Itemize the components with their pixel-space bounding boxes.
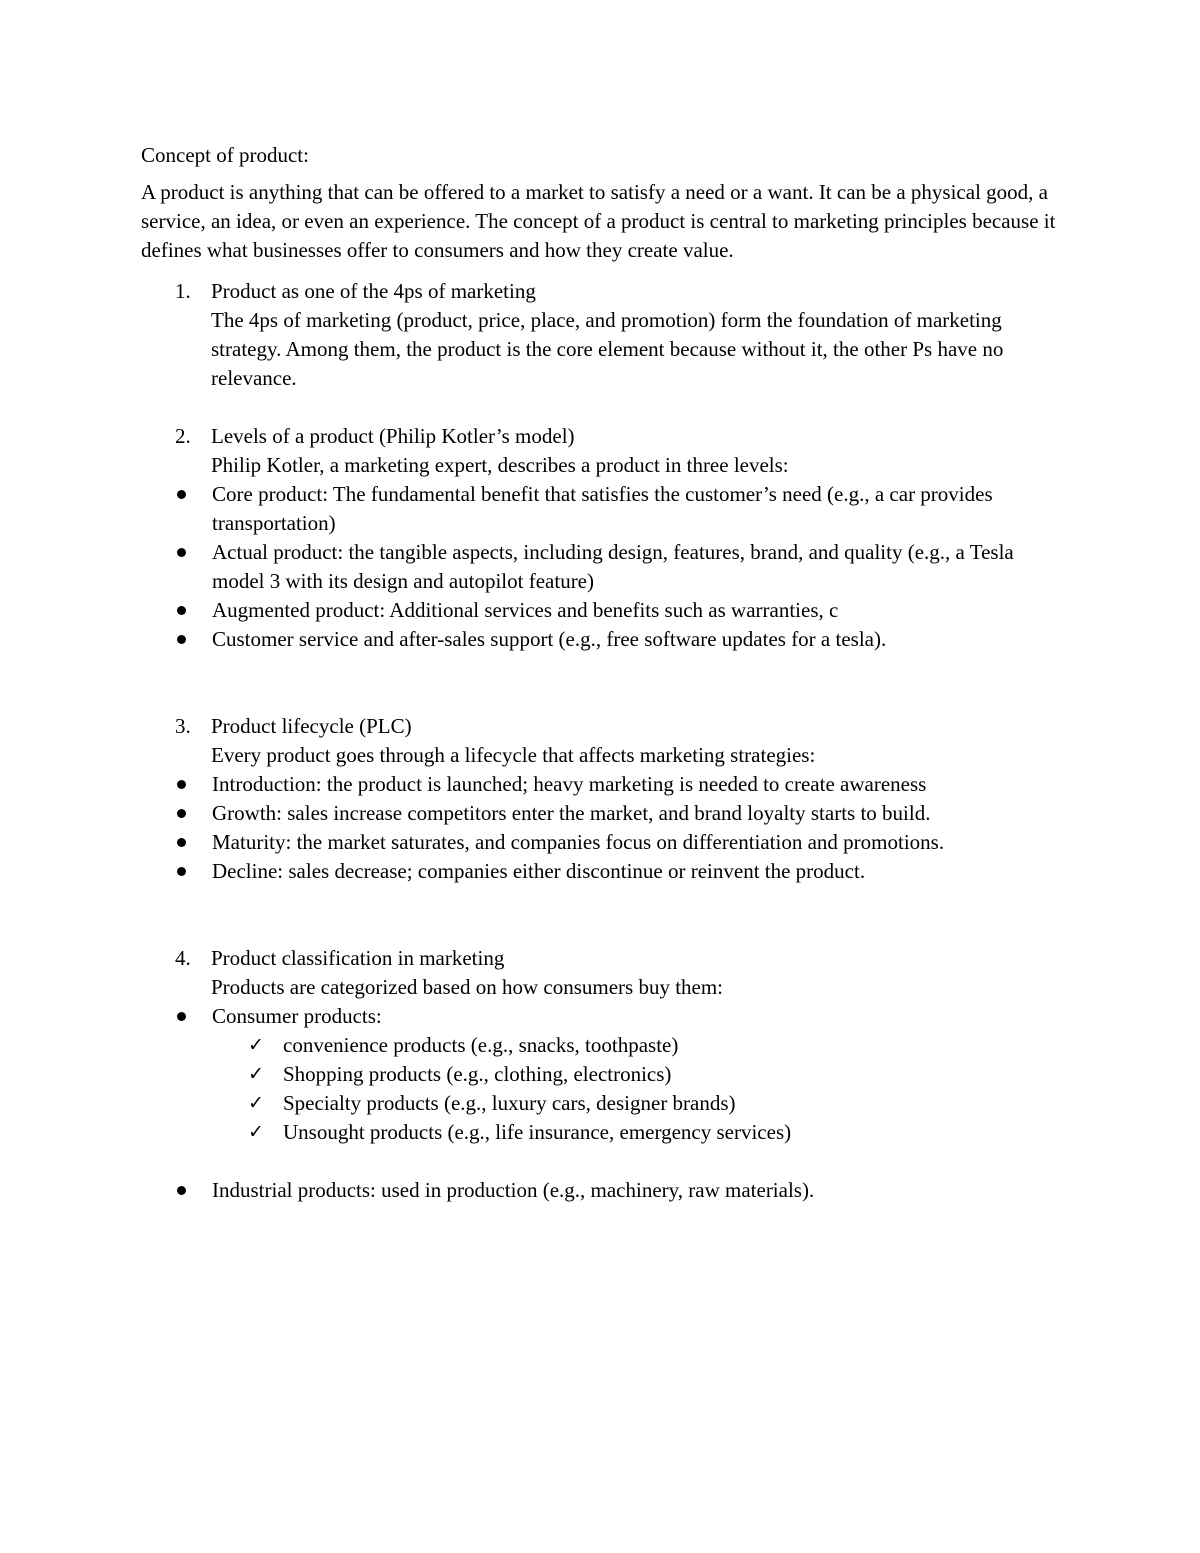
section-number: 3. <box>175 714 191 738</box>
section-number: 1. <box>175 279 191 303</box>
checkmark-icon: ✓ <box>248 1092 264 1114</box>
list-item <box>141 1002 1061 1147</box>
list-item: Customer service and after-sales support (e.g., free software updates for a tesla). <box>141 625 1061 654</box>
page-title: Concept of product: <box>141 143 309 167</box>
industrial-products-text: Industrial products: used in production (e.g., machinery, raw materials). <box>212 1178 815 1202</box>
checkmark-icon: ✓ <box>248 1063 264 1085</box>
section-title: Product classification in marketing <box>211 946 505 970</box>
list-item <box>141 1176 1061 1205</box>
section-number: 4. <box>175 946 191 970</box>
bullet-icon <box>177 606 186 615</box>
list-item: ✓ Specialty products (e.g., luxury cars, designer brands) <box>141 1089 1061 1118</box>
checkmark-list <box>212 1031 1061 1147</box>
section-number: 2. <box>175 424 191 448</box>
list-item: Growth: sales increase competitors enter the market, and brand loyalty starts to build. <box>141 799 1061 828</box>
section-2 <box>141 422 1061 480</box>
bullet-icon <box>177 548 186 557</box>
bullet-list <box>141 1176 1061 1205</box>
section-body: Products are categorized based on how consumers buy them: <box>211 975 724 999</box>
bullet-list <box>141 1002 1061 1147</box>
checkmark-icon: ✓ <box>248 1121 264 1143</box>
document-page <box>141 141 1061 1205</box>
section-4 <box>141 944 1061 1002</box>
list-item: Decline: sales decrease; companies either discontinue or reinvent the product. <box>141 857 1061 886</box>
section-title: Product lifecycle (PLC) <box>211 714 412 738</box>
bullet-list <box>141 480 1061 654</box>
bullet-list <box>141 770 1061 886</box>
checkmark-icon: ✓ <box>248 1034 264 1056</box>
section-title: Product as one of the 4ps of marketing <box>211 279 536 303</box>
list-item: ✓ Shopping products (e.g., clothing, electronics) <box>141 1060 1061 1089</box>
list-item: Actual product: the tangible aspects, including design, features, brand, and quality (e.g., a Tesla model 3 with its design and autopilot feature) <box>141 538 1061 596</box>
list-item: ✓ convenience products (e.g., snacks, toothpaste) <box>141 1031 1061 1060</box>
bullet-icon <box>177 1012 186 1021</box>
section-title: Levels of a product (Philip Kotler’s model) <box>211 424 575 448</box>
section-3 <box>141 712 1061 770</box>
list-item: Introduction: the product is launched; heavy marketing is needed to create awareness <box>141 770 1061 799</box>
list-item: Core product: The fundamental benefit that satisfies the customer’s need (e.g., a car provides transportation) <box>141 480 1061 538</box>
intro-paragraph: A product is anything that can be offered to a market to satisfy a need or a want. It can be a physical good, a service, an idea, or even an experience. The concept of a product is central to marketing principles because it defines what businesses offer to consumers and how they create value. <box>141 180 1056 262</box>
list-item: Augmented product: Additional services and benefits such as warranties, c <box>141 596 1061 625</box>
bullet-icon <box>177 490 186 499</box>
bullet-icon <box>177 867 186 876</box>
bullet-icon <box>177 780 186 789</box>
bullet-icon <box>177 635 186 644</box>
section-1 <box>141 277 1061 393</box>
bullet-icon <box>177 809 186 818</box>
list-item: ✓ Unsought products (e.g., life insurance, emergency services) <box>141 1118 1061 1147</box>
consumer-products-label: Consumer products: <box>212 1004 382 1028</box>
bullet-icon <box>177 1186 186 1195</box>
section-body: Philip Kotler, a marketing expert, describes a product in three levels: <box>211 453 789 477</box>
bullet-icon <box>177 838 186 847</box>
section-body: Every product goes through a lifecycle that affects marketing strategies: <box>211 743 816 767</box>
section-body: The 4ps of marketing (product, price, place, and promotion) form the foundation of marketing strategy. Among them, the product is the core element because without it, the other Ps have no relevance. <box>211 308 1004 390</box>
list-item: Maturity: the market saturates, and companies focus on differentiation and promotions. <box>141 828 1061 857</box>
